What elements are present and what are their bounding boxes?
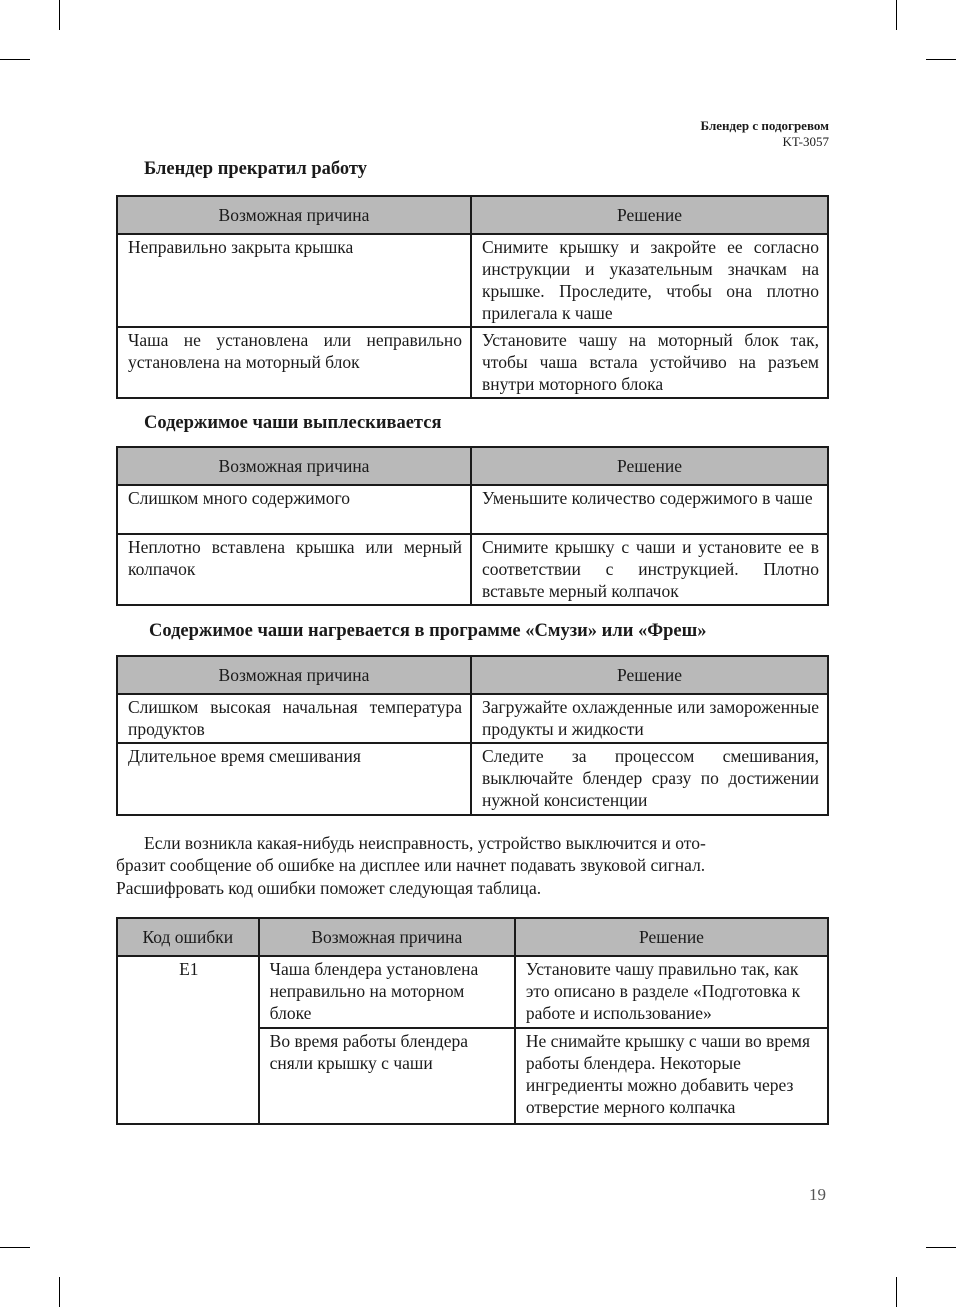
crop-mark: [896, 0, 897, 30]
section-title: Содержимое чаши нагревается в программе «Смузи» или «Фреш»: [149, 621, 707, 641]
section-title: Содержимое чаши выплескивается: [144, 413, 442, 433]
error-code-table: [116, 917, 829, 1125]
crop-mark: [59, 1277, 60, 1307]
crop-mark: [59, 0, 60, 30]
table-row: [117, 485, 828, 534]
column-header-solution: Решение: [471, 447, 828, 485]
column-header-cause: Возможная причина: [117, 656, 471, 694]
crop-mark: [926, 1247, 956, 1248]
cause-cell: Чаша блендера установлена неправильно на моторном блоке: [259, 956, 515, 1028]
error-code-cell: E1: [117, 956, 259, 1124]
column-header-code: Код ошибки: [117, 918, 259, 956]
header-model: KT-3057: [782, 134, 829, 149]
solution-cell: Следите за процессом смешивания, выключайте блендер сразу по достижении нужной консистенции: [471, 743, 828, 815]
troubleshooting-table: [116, 446, 829, 606]
crop-mark: [896, 1277, 897, 1307]
cause-cell: Длительное время смешивания: [117, 743, 471, 815]
paragraph-line: бразит сообщение об ошибке на дисплее или начнет подавать звуковой сигнал.: [116, 855, 706, 876]
section-title: Блендер прекратил работу: [144, 159, 367, 179]
header-product: Блендер с подогревом: [700, 118, 829, 133]
paragraph-line: Если возникла какая-нибудь неисправность, устройство выключится и ото-: [144, 833, 706, 853]
solution-cell: Снимите крышку и закройте ее согласно инструкции и указательным значкам на крышке. Проследите, чтобы она плотно прилегала к чаше: [471, 234, 828, 327]
crop-mark: [0, 59, 30, 60]
troubleshooting-table: [116, 195, 829, 399]
solution-cell: Установите чашу правильно так, как это описано в разделе «Подготовка к работе и использование»: [515, 956, 828, 1028]
cause-cell: Неправильно закрыта крышка: [117, 234, 471, 327]
column-header-cause: Возможная причина: [117, 196, 471, 234]
paragraph-line: Расшифровать код ошибки поможет следующая таблица.: [116, 877, 542, 898]
crop-mark: [0, 1247, 30, 1248]
solution-cell: Снимите крышку с чаши и установите ее в соответствии с инструкцией. Плотно вставьте мерный колпачок: [471, 534, 828, 605]
page-number: 19: [809, 1185, 826, 1204]
troubleshooting-table: [116, 655, 829, 816]
cause-cell: Во время работы блендера сняли крышку с чаши: [259, 1028, 515, 1124]
crop-mark: [926, 59, 956, 60]
table-row: [117, 234, 828, 327]
table-row: [117, 694, 828, 743]
cause-cell: Слишком много содержимого: [117, 485, 471, 534]
solution-cell: Установите чашу на моторный блок так, чтобы чаша встала устойчиво на разъем внутри моторного блока: [471, 327, 828, 398]
cause-cell: Неплотно вставлена крышка или мерный колпачок: [117, 534, 471, 605]
body-paragraph: [116, 832, 789, 899]
column-header-solution: Решение: [471, 656, 828, 694]
cause-cell: Слишком высокая начальная температура продуктов: [117, 694, 471, 743]
column-header-solution: Решение: [471, 196, 828, 234]
table-row: [117, 327, 828, 398]
solution-cell: Загружайте охлажденные или замороженные продукты и жидкости: [471, 694, 828, 743]
table-row: [117, 743, 828, 815]
table-row: [117, 534, 828, 605]
cause-cell: Чаша не установлена или неправильно установлена на моторный блок: [117, 327, 471, 398]
column-header-solution: Решение: [515, 918, 828, 956]
table-row: [117, 956, 828, 1028]
solution-cell: Не снимайте крышку с чаши во время работы блендера. Некоторые ингредиенты можно добавить через отверстие мерного колпачка: [515, 1028, 828, 1124]
column-header-cause: Возможная причина: [117, 447, 471, 485]
solution-cell: Уменьшите количество содержимого в чаше: [471, 485, 828, 534]
running-header: [701, 118, 829, 150]
column-header-cause: Возможная причина: [259, 918, 515, 956]
